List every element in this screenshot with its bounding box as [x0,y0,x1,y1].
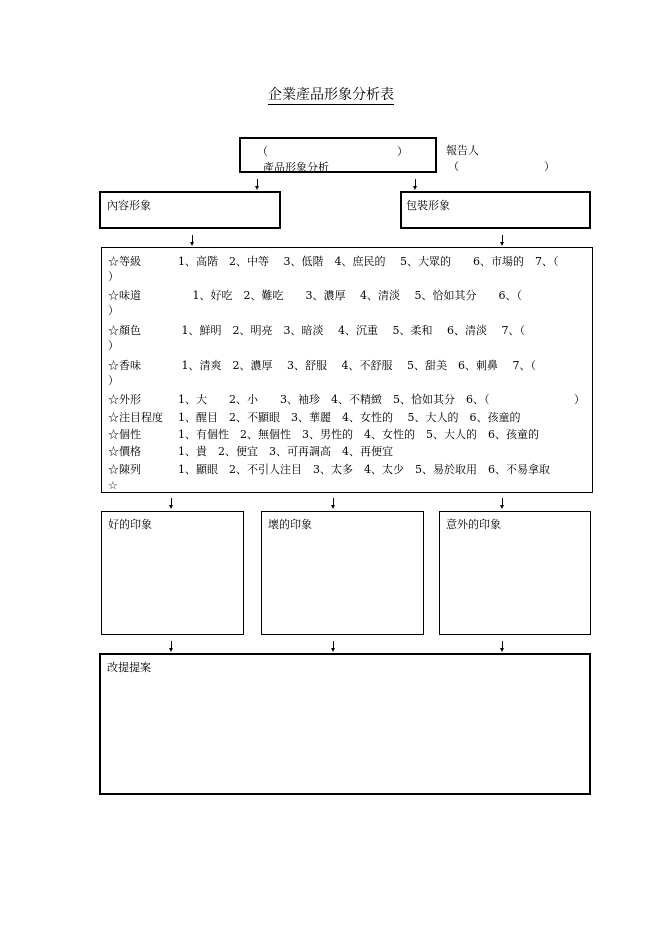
attribute-name: ☆香味 [108,359,141,372]
arrow-down-icon [502,235,503,243]
attribute-options: 1、貴 2、便宜 3、可再調高 4、再便宜 [178,445,393,458]
product-image-analysis-label: 產品形象分析 [263,161,329,174]
attribute-options: 1、有個性 2、無個性 3、男性的 4、女性的 5、大人的 6、孩童的 [178,428,539,441]
bad-impression-label: 壞的印象 [268,518,312,531]
attribute-name: ☆顏色 [108,324,141,337]
paren-open: （ [257,145,268,158]
arrow-down-icon [333,498,334,506]
attribute-row [108,357,536,373]
attribute-row [108,287,522,303]
unexpected-impression-box [439,511,591,635]
page-title: 企業產品形象分析表 [268,87,394,103]
bad-impression-box [261,511,424,635]
attribute-name: ☆個性 [108,428,141,441]
attribute-wrap: ） [108,270,119,283]
proposal-label: 改提提案 [107,661,151,674]
arrow-down-icon [502,641,503,649]
attribute-row [108,409,521,425]
attribute-row [108,253,558,269]
package-image-label: 包裝形象 [406,199,450,212]
arrow-down-icon [257,179,258,187]
arrow-down-icon [171,498,172,506]
attribute-name: ☆等級 [108,255,141,268]
attribute-options: 1、好吃 2、難吃 3、濃厚 4、清淡 5、恰如其分 6、（ [178,289,522,302]
attribute-options: 1、鮮明 2、明亮 3、暗淡 4、沉重 5、柔和 6、清淡 7、（ [178,324,525,337]
arrow-down-icon [171,641,172,649]
attribute-row [108,443,393,459]
attribute-name: ☆外形 [108,393,141,406]
unexpected-impression-label: 意外的印象 [446,518,501,531]
content-image-label: 內容形象 [107,199,151,212]
package-image-box [400,191,591,229]
attribute-row [108,479,178,492]
content-image-box [99,191,281,229]
good-impression-box [101,511,244,635]
good-impression-label: 好的印象 [108,518,152,531]
arrow-down-icon [415,179,416,187]
attribute-row [108,322,525,338]
attribute-name: ☆陳列 [108,463,141,476]
arrow-down-icon [333,641,334,649]
attribute-options: 1、清爽 2、濃厚 3、舒服 4、不舒服 5、甜美 6、刺鼻 7、（ [178,359,536,372]
paren-close: ） [397,145,408,158]
attribute-options: 1、顯眼 2、不引人注目 3、太多 4、太少 5、易於取用 6、不易拿取 [178,463,550,476]
reporter-label: 報告人 [446,144,479,157]
attribute-name: ☆注目程度 [108,411,163,424]
product-image-analysis-box [239,137,437,173]
attribute-tail: ） [574,393,585,406]
reporter-paren-close: ） [544,160,555,173]
attribute-options: 1、高階 2、中等 3、低階 4、庶民的 5、大眾的 6、市場的 7、（ [178,255,559,268]
attribute-options: 1、大 2、小 3、袖珍 4、不精緻 5、恰如其分 6、（ [178,393,490,406]
attribute-name: ☆價格 [108,445,141,458]
attribute-wrap: ） [108,374,119,387]
attribute-row [108,391,490,407]
attribute-row [108,461,550,477]
arrow-down-icon [502,498,503,506]
attribute-options: 1、醒目 2、不顯眼 3、華麗 4、女性的 5、大人的 6、孩童的 [178,411,521,424]
attribute-wrap: ） [108,304,119,317]
proposal-box [99,653,591,795]
arrow-down-icon [192,235,193,243]
attribute-name: ☆ [108,479,118,492]
reporter-paren-open: （ [448,160,459,173]
attribute-row [108,426,539,442]
attribute-wrap: ） [108,339,119,352]
attribute-name: ☆味道 [108,289,141,302]
